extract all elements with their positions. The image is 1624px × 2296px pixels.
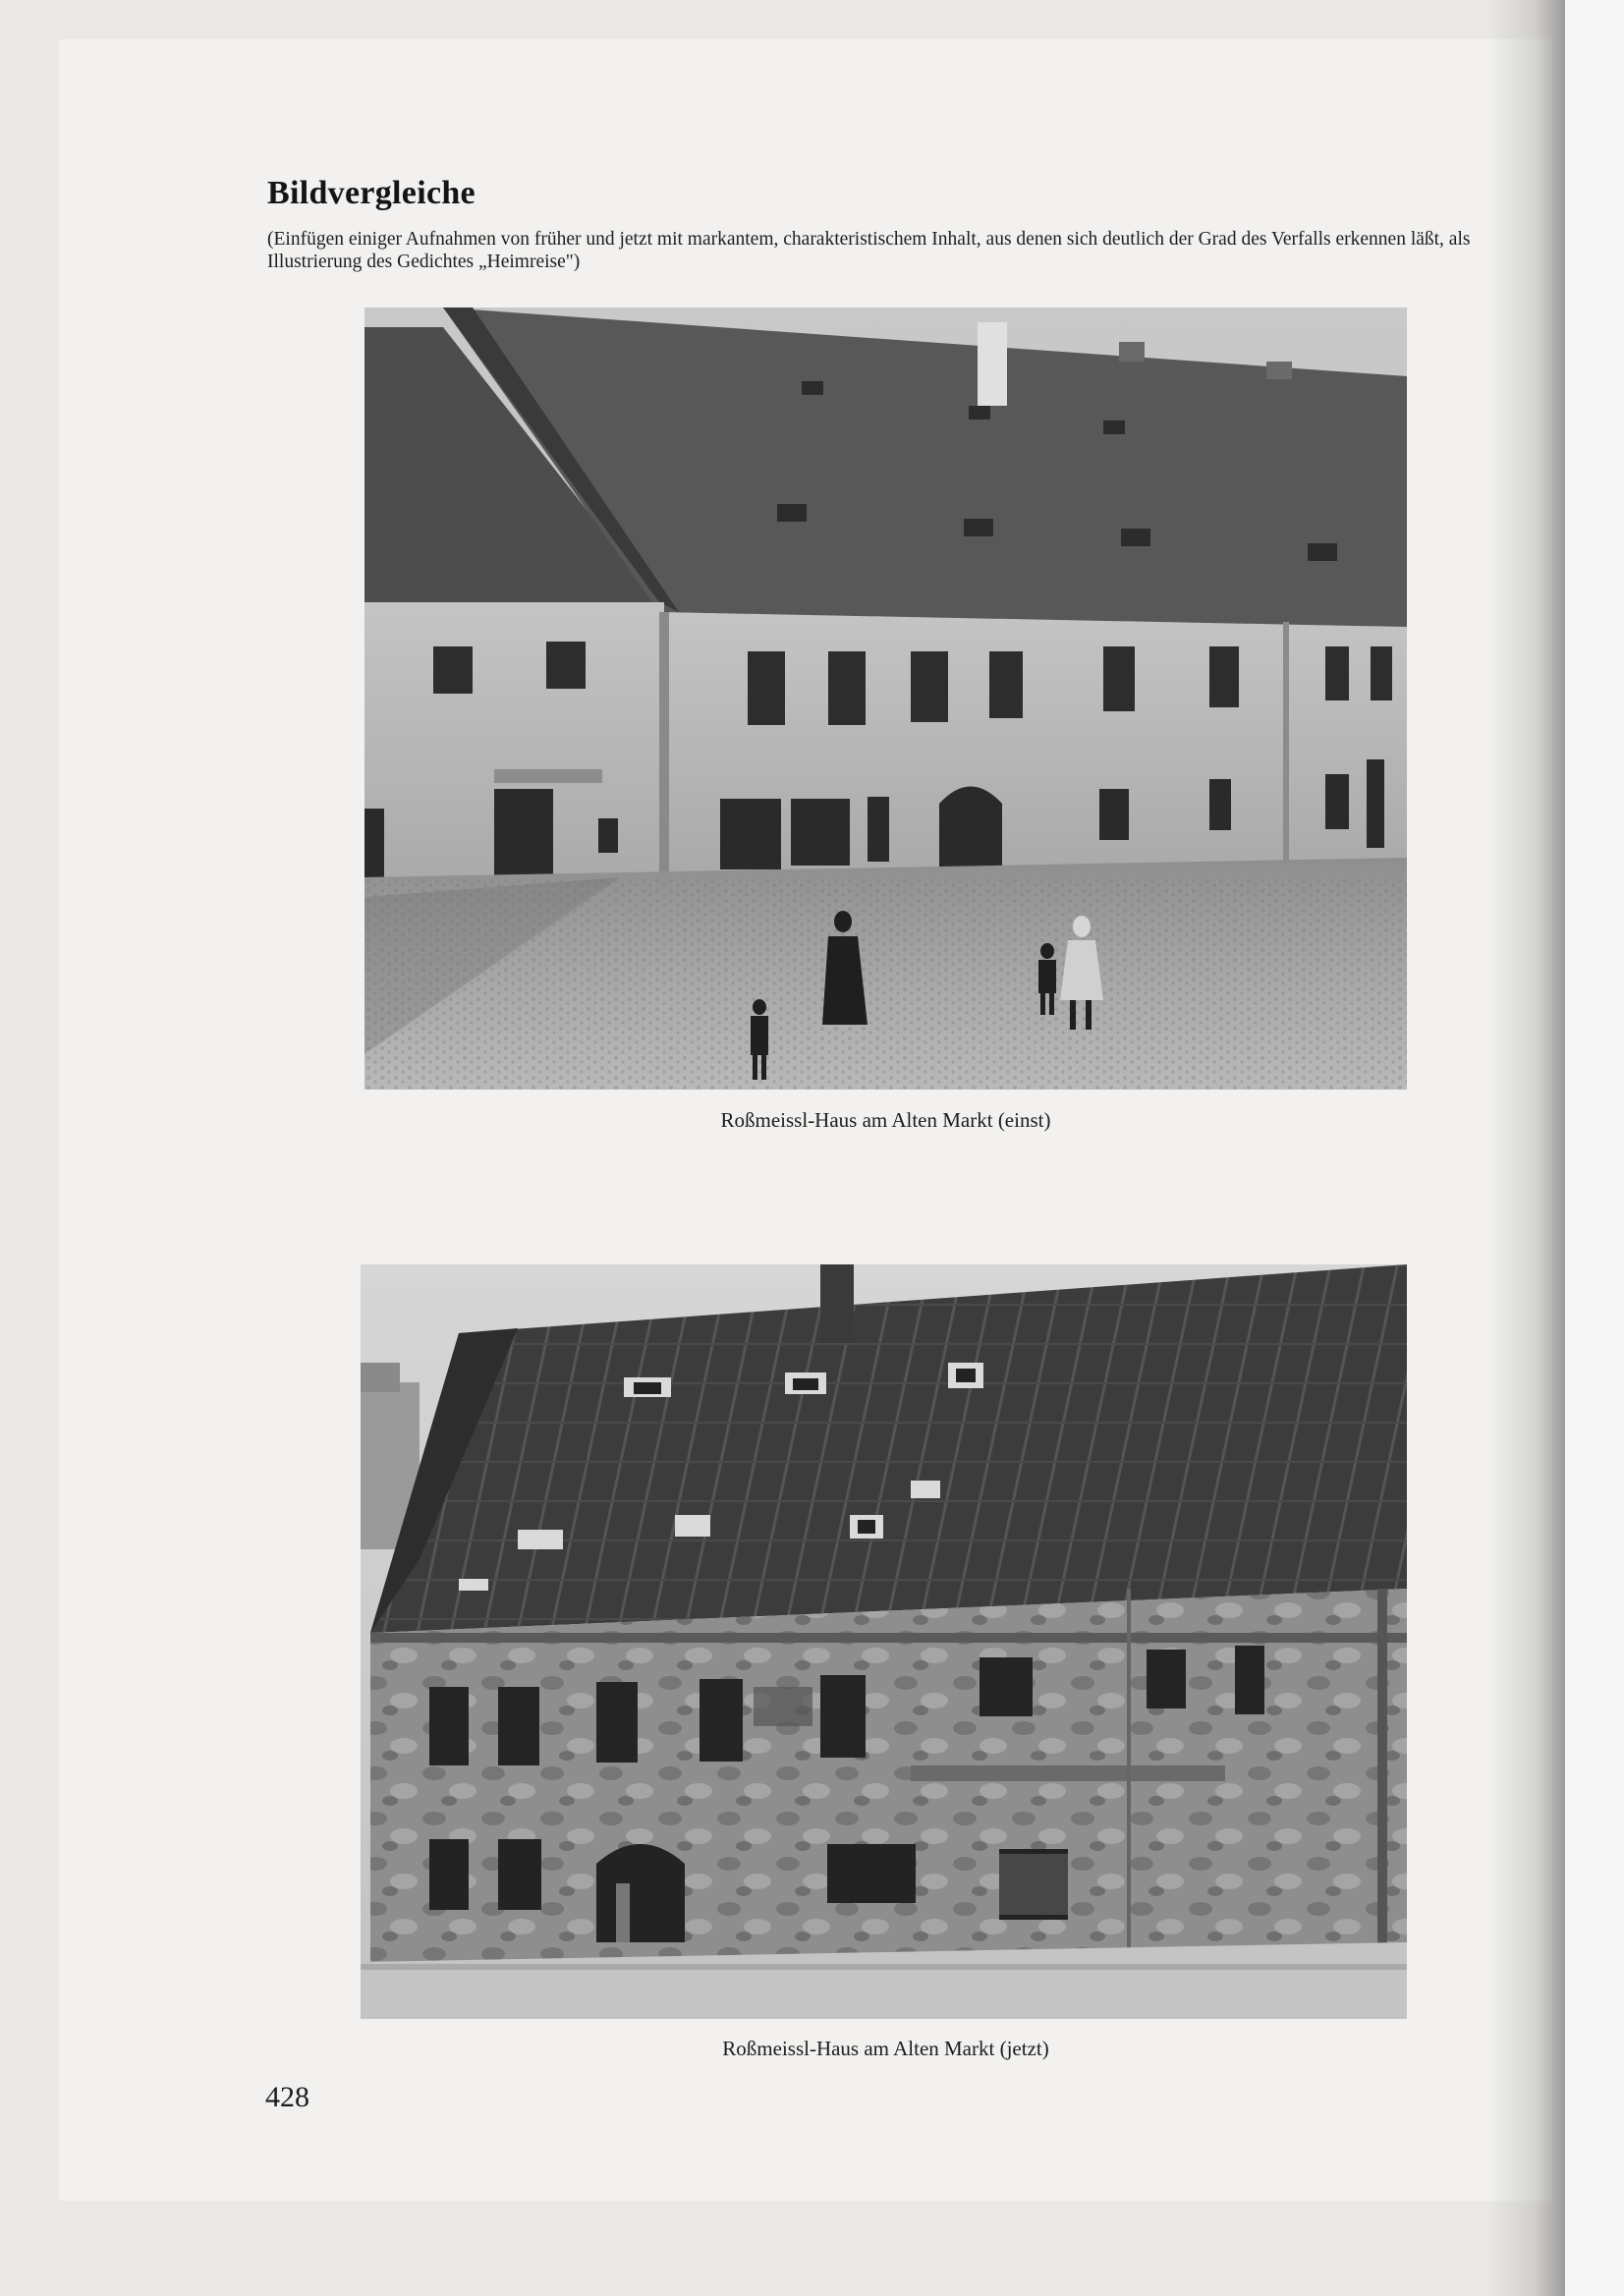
page-intro: (Einfügen einiger Aufnahmen von früher und jetzt mit markantem, charakteristischem Inhalt, aus denen sich deutlich der Grad des Verfalls erkennen läßt, als Illustrierung des Gedichtes „Heimreise") xyxy=(267,229,1471,272)
photo-house-now-image xyxy=(361,1264,1407,2019)
page-title: Bildvergleiche xyxy=(267,175,476,211)
page-edge xyxy=(1565,0,1624,2296)
caption-now: Roßmeissl-Haus am Alten Markt (jetzt) xyxy=(722,2037,1049,2060)
photo-house-then-image xyxy=(364,308,1407,1090)
page-number: 428 xyxy=(265,2081,309,2113)
photo-house-now xyxy=(361,1264,1407,2019)
photo-house-then xyxy=(364,308,1407,1090)
caption-then: Roßmeissl-Haus am Alten Markt (einst) xyxy=(720,1108,1051,1132)
